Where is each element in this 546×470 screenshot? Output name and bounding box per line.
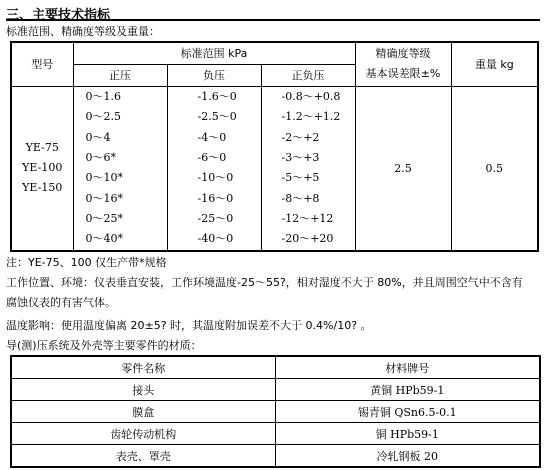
header-range: 标准范围 kPa	[73, 42, 355, 64]
part-name: 膜盒	[11, 401, 275, 423]
range-value: 0～2.5	[85, 110, 121, 124]
header-accuracy-line2: 基本误差限±%	[365, 67, 441, 81]
material-value: 锡青铜 QSn6.5-0.1	[275, 401, 540, 423]
part-name: 齿轮传动机构	[11, 423, 275, 445]
accuracy-value: 2.5	[355, 86, 451, 251]
part-name: 接头	[11, 379, 275, 401]
table-row	[11, 379, 540, 401]
range-value: -16～0	[197, 191, 234, 205]
range-value: -2～+2	[281, 130, 320, 144]
subtitle: 标准范围、精确度等级及重量：	[6, 25, 160, 38]
title-underline	[6, 19, 540, 21]
part-name: 表壳、罩壳	[11, 445, 275, 468]
header-accuracy-line1: 精确度等级	[375, 47, 431, 61]
range-value: 0～6*	[85, 150, 116, 164]
range-value: -3～+3	[281, 150, 320, 164]
section-title: 三、主要技术指标	[6, 8, 111, 23]
range-value: -1.6～0	[197, 90, 237, 104]
material-value: 铜 HPb59-1	[275, 423, 540, 445]
material-value: 冷轧钢板 20	[275, 445, 540, 468]
model-item: YE-150	[22, 181, 63, 195]
table-row	[11, 423, 540, 445]
range-value: 0～40*	[85, 232, 123, 246]
range-value: -4～0	[197, 130, 227, 144]
material-value: 黄铜 HPb59-1	[275, 379, 540, 401]
header-weight: 重量 kg	[451, 42, 538, 86]
range-value: -25～0	[197, 211, 234, 225]
header-model: 型号	[11, 42, 73, 86]
pos-neg-range-cell	[261, 86, 355, 251]
range-value: -1.2～+1.2	[281, 110, 341, 124]
range-value: -0.8～+0.8	[281, 90, 341, 104]
range-value: -20～+20	[281, 232, 334, 246]
table-row	[11, 401, 540, 423]
range-value: -5～+5	[281, 171, 320, 185]
header-pos-neg: 正负压	[261, 64, 355, 86]
header-negative: 负压	[167, 64, 261, 86]
range-value: -10～0	[197, 171, 234, 185]
range-value: 0～4	[85, 130, 111, 144]
model-cell	[11, 86, 73, 251]
weight-value: 0.5	[451, 86, 538, 251]
model-item: YE-100	[22, 161, 63, 175]
positive-range-cell	[73, 86, 167, 251]
range-value: 0～16*	[85, 191, 123, 205]
range-value: -12～+12	[281, 211, 334, 225]
range-value: -40～0	[197, 232, 234, 246]
header-material: 材料牌号	[275, 356, 540, 379]
range-value: 0～10*	[85, 171, 123, 185]
header-positive: 正压	[73, 64, 167, 86]
range-value: -6～0	[197, 150, 227, 164]
range-value: 0～25*	[85, 211, 123, 225]
environment-line-2: 腐蚀仪表的有害气体。	[6, 296, 116, 309]
header-part: 零件名称	[11, 356, 275, 379]
header-accuracy	[355, 42, 451, 86]
environment-line-1: 工作位置、环境：仪表垂直安装，工作环境温度-25～55?，相对湿度不大于 80%，并且周围空气中不含有	[6, 276, 523, 289]
parts-table	[10, 355, 541, 468]
range-value: -2.5～0	[197, 110, 237, 124]
spec-table	[10, 41, 539, 252]
note: 注：YE-75、100 仅生产带*规格	[6, 256, 167, 269]
range-value: -8～+8	[281, 191, 320, 205]
model-item: YE-75	[25, 141, 59, 155]
range-value: 0～1.6	[85, 90, 121, 104]
table-row	[11, 445, 540, 468]
temperature-effect: 温度影响：使用温度偏离 20±5? 时，其温度附加误差不大于 0.4%/10? 。	[6, 319, 372, 332]
negative-range-cell	[167, 86, 261, 251]
materials-intro: 导(测)压系统及外壳等主要零件的材质：	[6, 339, 202, 352]
